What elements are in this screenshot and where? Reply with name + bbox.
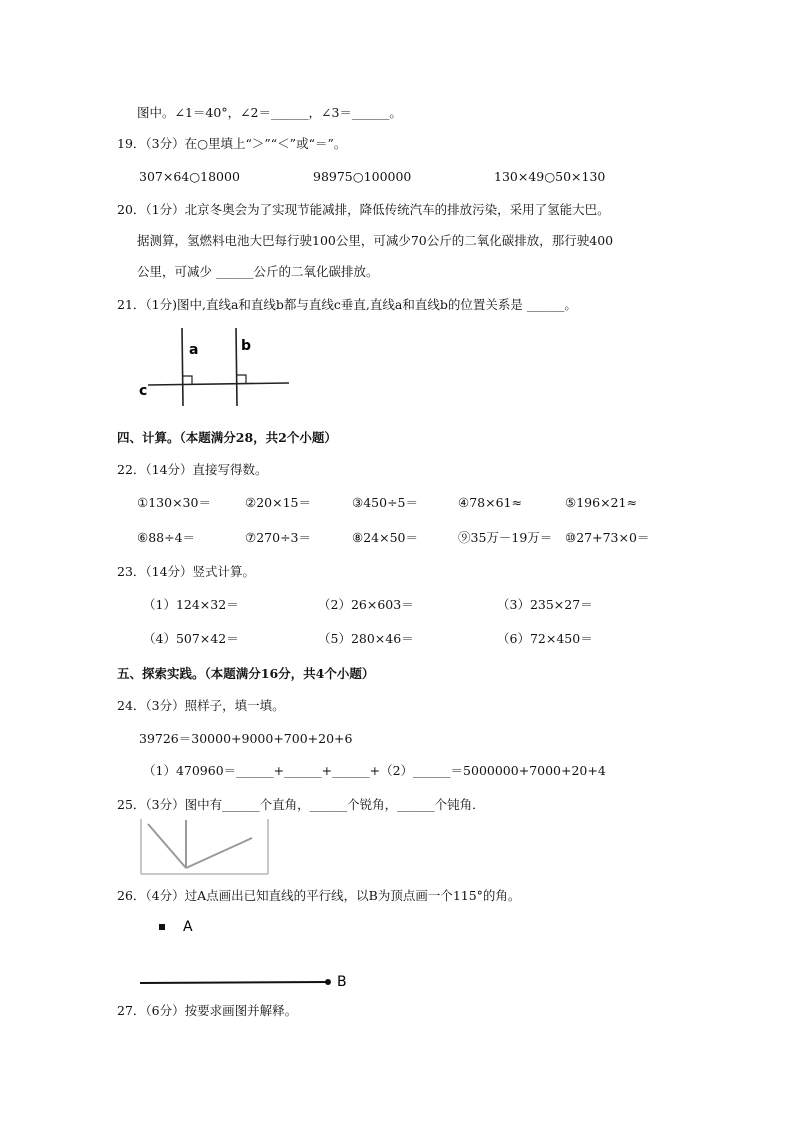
q23-item-5: （5）280×46＝ [318,631,414,646]
q22-item-6: ⑥88÷4＝ [137,530,196,545]
q26-stem: 26．（4分）过A点画出已知直线的平行线，以B为顶点画一个115°的角。 [117,888,521,903]
q25-figure [140,818,270,876]
q22-item-4: ④78×61≈ [458,495,522,510]
q24-stem: 24．（3分）照样子，填一填。 [117,698,285,713]
given-line [140,982,328,983]
q26-figure [135,912,350,992]
line-a [182,328,183,406]
q19-item-1: 307×64○18000 [139,169,240,184]
q23-stem: 23．（14分）竖式计算。 [117,564,256,579]
q20-line3: 公里，可减少 ______公斤的二氧化碳排放。 [137,264,379,279]
q24-example: 39726＝30000+9000+700+20+6 [139,731,353,746]
q21-figure [134,322,294,414]
q25-stem: 25．（3分）图中有______个直角，______个锐角，______个钝角． [117,797,485,812]
q19-item-3: 130×49○50×130 [494,169,606,184]
q24-fill: （1）470960＝______+______+______+（2）______＝5000000+7000+20+4 [143,763,606,778]
q19-stem: 19．（3分）在○里填上“＞”“＜”或“＝”。 [117,136,347,151]
right-angle-mark-a [183,376,192,384]
q23-item-3: （3）235×27＝ [497,597,593,612]
section5-title: 五、探索实践。（本题满分16分，共4个小题） [117,666,375,681]
label-b: b [241,338,252,354]
angle-ray-3 [186,838,252,868]
line-c [148,383,289,385]
right-angle-mark-b [237,375,246,383]
q22-item-8: ⑧24×50＝ [352,530,418,545]
q22-item-9: ⑨35万－19万＝ [458,530,553,545]
q22-item-10: ⑩27+73×0＝ [565,530,650,545]
q23-item-4: （4）507×42＝ [143,631,239,646]
q23-item-2: （2）26×603＝ [318,597,414,612]
q20-line2: 据测算，氢燃料电池大巴每行驶100公里，可减少70公斤的二氧化碳排放，那行驶400 [137,233,614,248]
q22-item-2: ②20×15＝ [245,495,311,510]
point-b [325,979,331,985]
line-b [236,328,237,406]
q22-stem: 22．（14分）直接写得数。 [117,462,268,477]
label-A: A [183,919,193,935]
angle-ray-1 [148,824,186,868]
point-a [159,924,165,930]
q22-item-7: ⑦270÷3＝ [245,530,311,545]
section4-title: 四、计算。（本题满分28，共2个小题） [117,430,337,445]
label-a: a [189,342,199,358]
q19-item-2: 98975○100000 [313,169,412,184]
label-c: c [139,383,148,399]
q23-item-1: （1）124×32＝ [143,597,239,612]
q20-line1: 20．（1分）北京冬奥会为了实现节能减排，降低传统汽车的排放污染，采用了氢能大巴。 [117,202,610,217]
q22-item-5: ⑤196×21≈ [565,495,637,510]
q22-item-3: ③450÷5＝ [352,495,418,510]
q22-item-1: ①130×30＝ [137,495,211,510]
q23-item-6: （6）72×450＝ [497,631,593,646]
q21-stem: 21．（1分)图中,直线a和直线b都与直线c垂直,直线a和直线b的位置关系是 ______。 [117,297,577,312]
q27-stem: 27．（6分）按要求画图并解释。 [117,1003,298,1018]
label-B: B [337,974,347,990]
q18-tail: 图中。∠1＝40°，∠2＝______，∠3＝______。 [137,105,402,120]
